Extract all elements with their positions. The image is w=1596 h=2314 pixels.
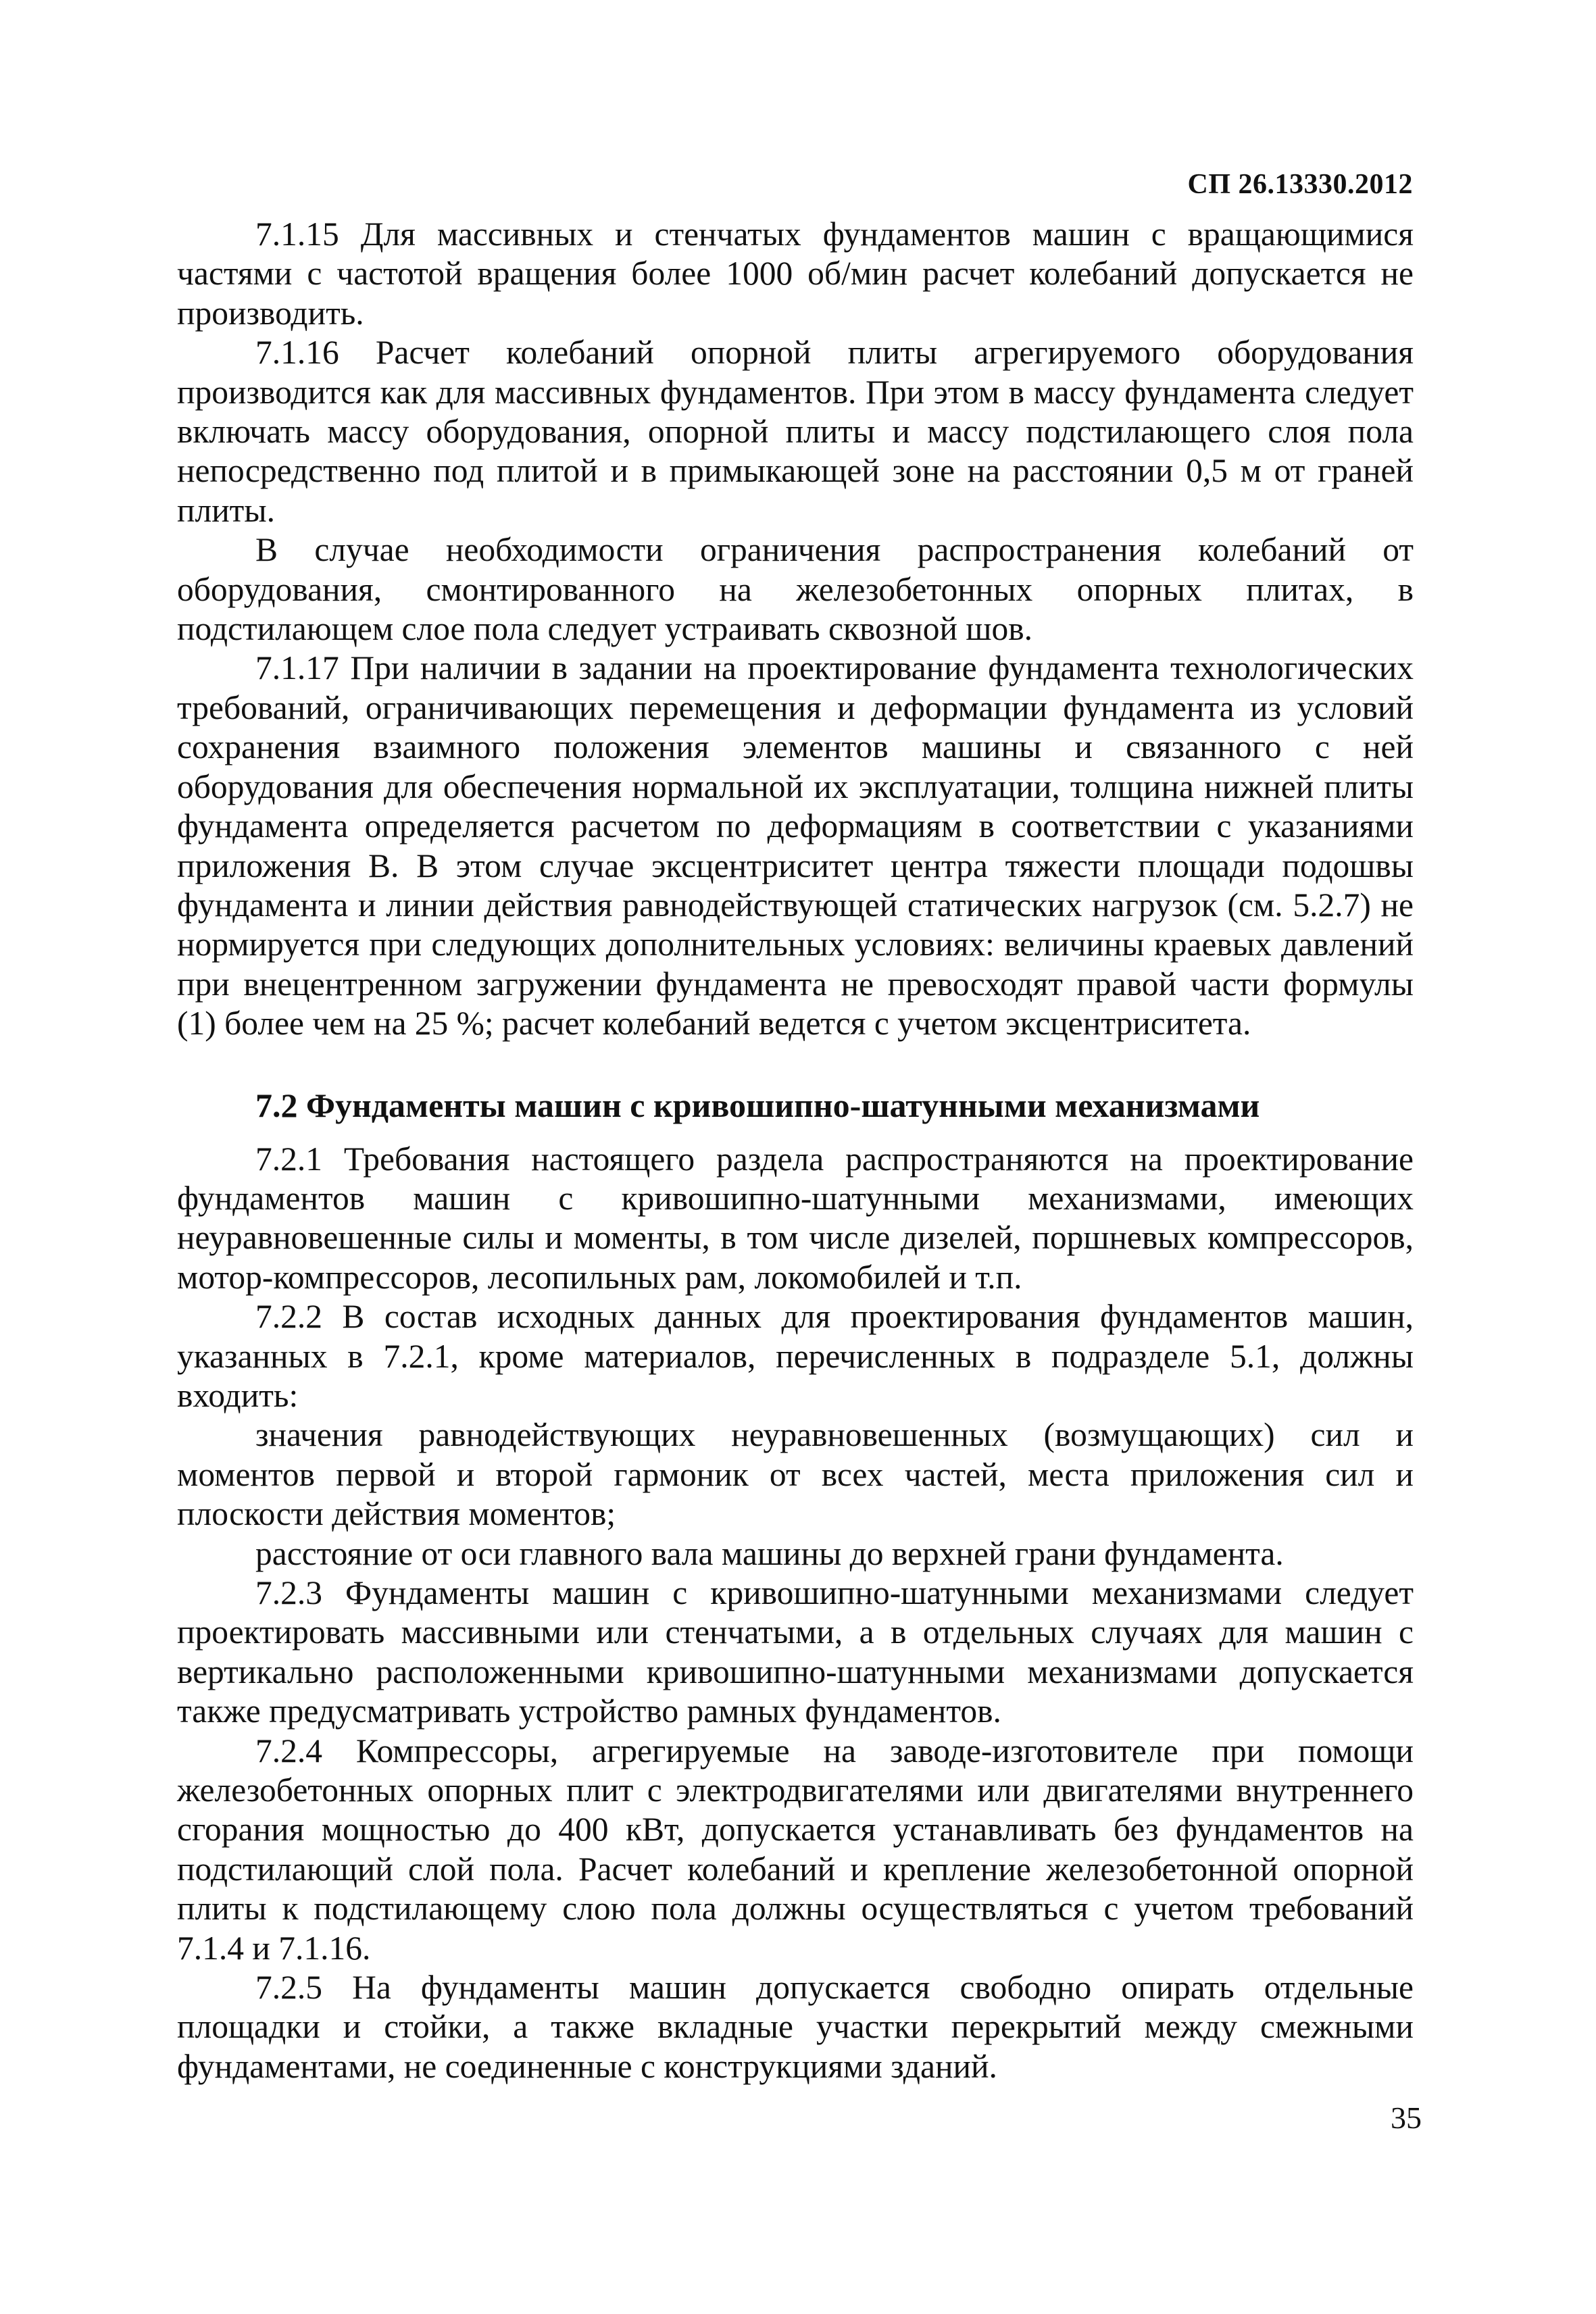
paragraph-7-2-2-item-a: значения равнодействующих неуравновешенных (возмущающих) сил и моментов первой и второй гармоник от всех частей, места приложения сил и плоскости действия моментов; xyxy=(177,1416,1414,1533)
paragraph-7-2-2-item-b: расстояние от оси главного вала машины до верхней грани фундамента. xyxy=(255,1534,1284,1572)
page-number: 35 xyxy=(1391,2101,1422,2135)
paragraph-7-2-4: 7.2.4 Компрессоры, агрегируемые на заводе-изготовителе при помощи железобетонных опорных плит с электродвигателями или двигателями внутреннего сгорания мощностью до 400 кВт, допускается устанавливать без фундаментов на подстилающий слой пола. Расчет колебаний и крепление железобетонной опорной плиты к подстилающему слою пола должны осуществляться с учетом требований 7.1.4 и 7.1.16. xyxy=(177,1732,1414,1967)
document-code-header: СП 26.13330.2012 xyxy=(1187,169,1413,200)
section-heading-7-2: 7.2 Фундаменты машин с кривошипно-шатунными механизмами xyxy=(255,1086,1260,1124)
paragraph-7-2-2: 7.2.2 В состав исходных данных для проектирования фундаментов машин, указанных в 7.2.1, кроме материалов, перечисленных в подразделе 5.1, должны входить: xyxy=(177,1298,1414,1414)
paragraph-7-1-15: 7.1.15 Для массивных и стенчатых фундаментов машин с вращающимися частями с частотой вращения более 1000 об/мин расчет колебаний допускается не производить. xyxy=(177,216,1414,332)
paragraph-7-2-5: 7.2.5 На фундаменты машин допускается свободно опирать отдельные площадки и стойки, а также вкладные участки перекрытий между смежными фундаментами, не соединенные с конструкциями зданий. xyxy=(177,1969,1414,2085)
paragraph-7-2-3: 7.2.3 Фундаменты машин с кривошипно-шатунными механизмами следует проектировать массивными или стенчатыми, а в отдельных случаях для машин с вертикально расположенными кривошипно-шатунными механизмами допускается также предусматривать устройство рамных фундаментов. xyxy=(177,1574,1414,1730)
paragraph-7-2-1: 7.2.1 Требования настоящего раздела распространяются на проектирование фундаментов машин с кривошипно-шатунными механизмами, имеющих неуравновешенные силы и моменты, в том числе дизелей, поршневых компрессоров, мотор-компрессоров, лесопильных рам, локомобилей и т.п. xyxy=(177,1140,1414,1296)
paragraph-7-1-16-continued: В случае необходимости ограничения распространения колебаний от оборудования, смонтированного на железобетонных опорных плитах, в подстилающем слое пола следует устраивать сквозной шов. xyxy=(177,531,1414,648)
paragraph-7-1-17: 7.1.17 При наличии в задании на проектирование фундамента технологических требований, ограничивающих перемещения и деформации фундамента из условий сохранения взаимного положения элементов машины и связанного с ней оборудования для обеспечения нормальной их эксплуатации, толщина нижней плиты фундамента определяется расчетом по деформациям в соответствии с указаниями приложения В. В этом случае эксцентриситет центра тяжести площади подошвы фундамента и линии действия равнодействующей статических нагрузок (см. 5.2.7) не нормируется при следующих дополнительных условиях: величины краевых давлений при внецентренном загружении фундамента не превосходят правой части формулы (1) более чем на 25 %; расчет колебаний ведется с учетом эксцентриситета. xyxy=(177,649,1414,1042)
paragraph-7-1-16: 7.1.16 Расчет колебаний опорной плиты агрегируемого оборудования производится как для массивных фундаментов. При этом в массу фундамента следует включать массу оборудования, опорной плиты и массу подстилающего слоя пола непосредственно под плитой и в примыкающей зоне на расстоянии 0,5 м от граней плиты. xyxy=(177,334,1414,529)
document-body xyxy=(177,215,1414,2086)
